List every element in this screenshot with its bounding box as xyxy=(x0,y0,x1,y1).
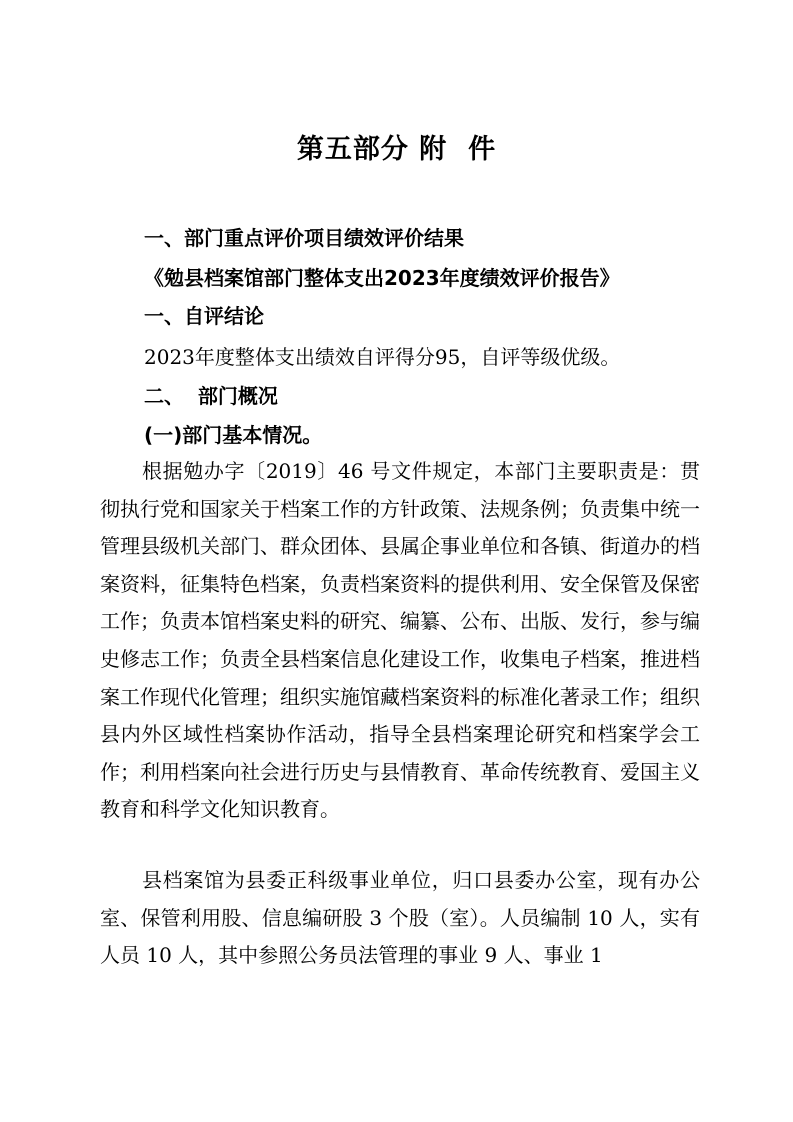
paragraph-organization: 县档案馆为县委正科级事业单位，归口县委办公室，现有办公室、保管利用股、信息编研股 3 个股（室）。人员编制 10 人，实有人员 10 人，其中参照公务员法管理的事业 9 人、事业 1 xyxy=(100,868,700,968)
heading-department-basic-info: (一)部门基本情况。 xyxy=(144,423,323,447)
heading-self-evaluation-conclusion: 一、自评结论 xyxy=(144,304,264,328)
self-evaluation-text: 2023年度整体支出绩效自评得分95，自评等级优级。 xyxy=(144,345,621,369)
section-heading-performance-results: 一、部门重点评价项目绩效评价结果 xyxy=(144,226,464,250)
report-title: 《勉县档案馆部门整体支出2023年度绩效评价报告》 xyxy=(144,266,620,290)
page-title: 第五部分 附 件 xyxy=(296,134,497,165)
paragraph-responsibilities: 根据勉办字〔2019〕46 号文件规定，本部门主要职责是：贯彻执行党和国家关于档案工作的方针政策、法规条例；负责集中统一管理县级机关部门、群众团体、县属企事业单位和各镇、街道办的档案资料，征集特色档案，负责档案资料的提供利用、安全保管及保密工作；负责本馆档案史料的研究、编纂、公布、出版、发行，参与编史修志工作；负责全县档案信息化建设工作，收集电子档案，推进档案工作现代化管理；组织实施馆藏档案资料的标准化著录工作；组织县内外区域性档案协作活动，指导全县档案理论研究和档案学会工作；利用档案向社会进行历史与县情教育、革命传统教育、爱国主义教育和科学文化知识教育。 xyxy=(100,459,700,822)
heading-department-overview: 二、 部门概况 xyxy=(144,384,278,408)
